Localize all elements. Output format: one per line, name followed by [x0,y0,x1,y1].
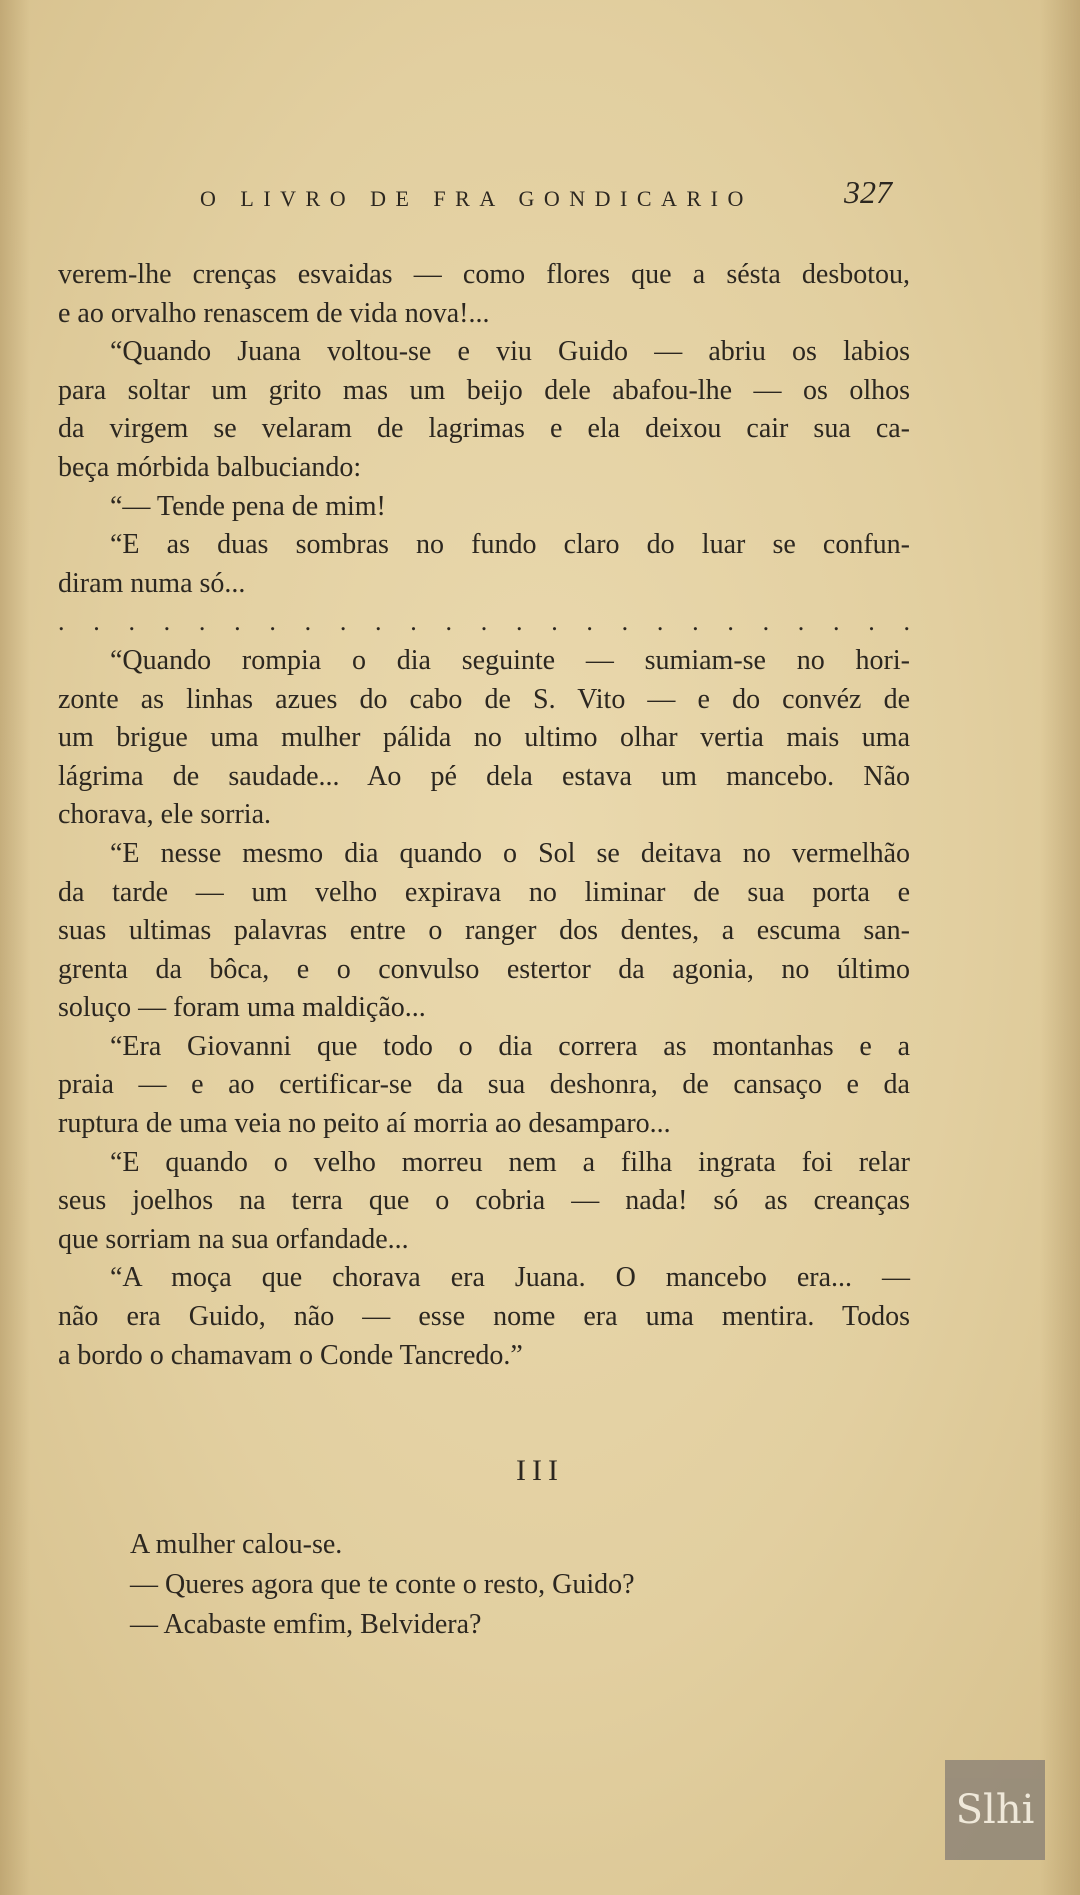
text-line: chorava, ele sorria. [58,799,271,831]
running-title: O LIVRO DE FRA GONDICARIO [200,186,753,211]
page-header [200,172,900,220]
ellipsis-separator: . . . . . . . . . . . . . . . . . . . . . . . . . [58,607,910,637]
text-line: beça mórbida balbuciando: [58,451,362,483]
text-line: — Acabaste emfim, Belvidera? [130,1609,482,1640]
text-line: “E quando o velho morreu nem a filha ingrata foi relar [110,1146,910,1178]
page-number: 327 [844,174,892,210]
text-line: seus joelhos na terra que o cobria — nada! só as creanças [58,1185,910,1217]
text-line: verem-lhe crenças esvaidas — como flores que a sésta desbotou, [58,259,910,290]
page-shadow-right [1040,0,1080,1895]
watermark-text: Slhi [955,1787,1035,1833]
text-line: soluço — foram uma maldição... [58,992,426,1024]
page-shadow-left [0,0,30,1895]
text-line: “A moça que chorava era Juana. O mancebo era... — [110,1262,910,1294]
text-line: a bordo o chamavam o Conde Tancredo.” [58,1339,523,1371]
text-line: A mulher calou-se. [130,1529,343,1560]
text-line: “Era Giovanni que todo o dia correra as montanhas e a [110,1030,910,1062]
text-line: zonte as linhas azues do cabo de S. Vito — e do convéz de [58,683,910,715]
text-line: não era Guido, não — esse nome era uma mentira. Todos [58,1301,910,1333]
text-line: lágrima de saudade... Ao pé dela estava um mancebo. Não [58,760,910,792]
text-line: “— Tende pena de mim! [110,490,386,522]
library-watermark-logo [945,1760,1045,1860]
text-line: “Quando rompia o dia seguinte — sumiam-se no hori- [110,644,910,676]
text-line: diram numa só... [58,567,246,599]
text-line: da tarde — um velho expirava no liminar de sua porta e [58,876,910,908]
text-line: ruptura de uma veia no peito aí morria ao desamparo... [58,1108,671,1140]
body-text [58,256,910,1375]
text-line: “E as duas sombras no fundo claro do luar se confun- [110,529,910,561]
text-line: e ao orvalho renascem de vida nova!... [58,297,490,329]
section-heading: III [516,1454,564,1487]
text-line: um brigue uma mulher pálida no ultimo olhar vertia mais uma [58,722,910,754]
text-line: grenta da bôca, e o convulso estertor da agonia, no último [58,953,910,985]
text-line: da virgem se velaram de lagrimas e ela deixou cair sua ca- [58,413,910,445]
section-text [130,1525,930,1645]
text-line: — Queres agora que te conte o resto, Guido? [130,1569,635,1600]
text-line: que sorriam na sua orfandade... [58,1223,409,1255]
text-line: suas ultimas palavras entre o ranger dos dentes, a escuma san- [58,915,910,947]
text-line: “Quando Juana voltou-se e viu Guido — abriu os labios [110,336,910,368]
text-line: praia — e ao certificar-se da sua deshonra, de cansaço e da [58,1069,910,1101]
text-line: para soltar um grito mas um beijo dele abafou-lhe — os olhos [58,374,910,406]
text-line: “E nesse mesmo dia quando o Sol se deitava no vermelhão [110,837,910,869]
